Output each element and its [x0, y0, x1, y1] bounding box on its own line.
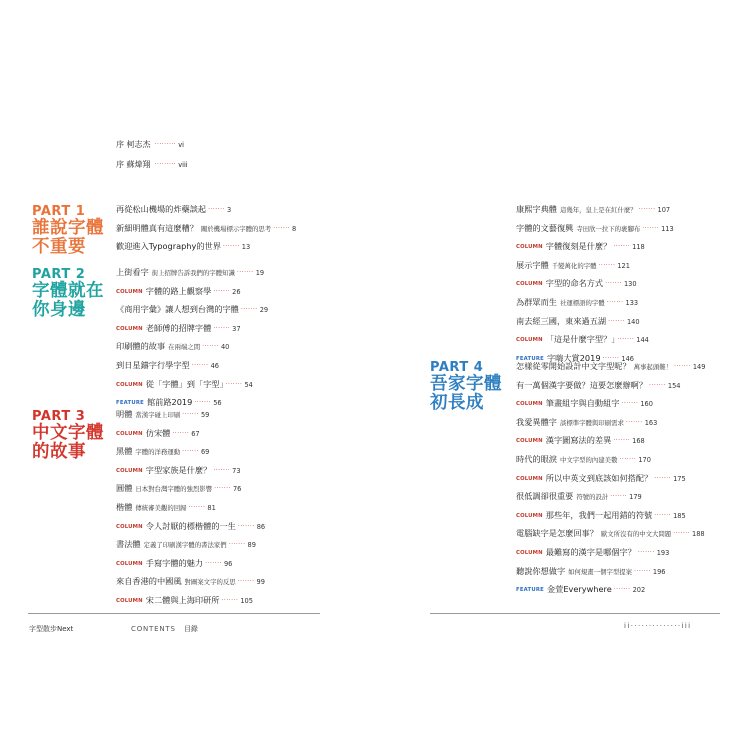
- toc-part-4: [516, 360, 705, 602]
- page-number: 86: [256, 522, 266, 531]
- dot-leader: ·······: [610, 493, 628, 501]
- toc-entry: [116, 203, 296, 222]
- entry-subtitle: 歐文所沒有的中文大問題: [600, 530, 672, 539]
- entry-title: 南去經三國，東來過五湖: [516, 315, 607, 326]
- page-number: 160: [640, 400, 653, 409]
- page-number: 26: [232, 287, 241, 296]
- column-tag: COLUMN: [516, 512, 543, 519]
- column-tag: COLUMN: [516, 549, 543, 556]
- entry-subtitle: 定義了印刷漢字體的書法家們: [143, 541, 227, 550]
- page-number: 67: [191, 429, 200, 438]
- toc-entry: [116, 340, 268, 359]
- part-heading-line: 吾家字體: [430, 374, 502, 395]
- page-number: 46: [210, 361, 219, 370]
- dot-leader: ·······: [642, 224, 660, 232]
- entry-title: 歡迎進入Typography的世界: [116, 241, 221, 252]
- part-4-title: [430, 361, 502, 413]
- column-tag: COLUMN: [516, 281, 543, 288]
- entry-subtitle: 對圖案文字的反思: [184, 578, 236, 587]
- page-number: 154: [667, 381, 681, 390]
- entry-subtitle: 街上招牌告訴我們的字體知識: [151, 269, 235, 277]
- page-number: 81: [207, 503, 216, 512]
- dot-leader: ·······: [608, 317, 625, 325]
- entry-title: 手寫字體的魅力: [145, 557, 204, 568]
- entry-subtitle: 當漢字碰上印刷: [135, 411, 181, 419]
- entry-title: 所以中英文到底該如何搭配？: [545, 472, 653, 483]
- dot-leader: ·······: [673, 363, 691, 370]
- dot-leader: ·······: [606, 298, 624, 306]
- toc-entry: [116, 222, 296, 241]
- feature-tag: FEATURE: [116, 400, 144, 407]
- entry-title: 楷體: [116, 501, 133, 512]
- page-number: 59: [200, 411, 210, 419]
- dot-leader: ·······: [654, 474, 672, 482]
- part-number: PART 1: [32, 204, 86, 219]
- entry-title: 電腦缺字是怎麼回事？: [516, 528, 598, 539]
- page-number-left: ii: [624, 622, 631, 630]
- page-number-right: iii: [681, 622, 692, 630]
- part-number: PART 4: [430, 360, 484, 375]
- toc-entry: [516, 315, 674, 334]
- toc-entry: [516, 379, 705, 398]
- entry-title: 為群眾而生: [516, 296, 557, 307]
- toc-entry: [516, 240, 674, 259]
- dot-leader: ·······: [191, 361, 209, 369]
- dot-leader: ·······: [621, 400, 639, 408]
- toc-entry: [516, 277, 674, 296]
- page-number: 89: [247, 541, 256, 550]
- dot-leader: ·········: [154, 161, 177, 168]
- footer-rule-right: [430, 613, 720, 614]
- dot-leader: ·······: [237, 522, 255, 530]
- toc-entry: [116, 285, 268, 304]
- page-number: 175: [673, 474, 686, 483]
- entry-title: 字嗨大賞2019: [546, 352, 601, 363]
- entry-subtitle: 如何規畫一個字型提案: [568, 567, 633, 576]
- page-number: 56: [213, 399, 222, 408]
- dot-leader: ·······: [637, 548, 655, 556]
- toc-part-1: [116, 203, 296, 259]
- entry-subtitle: 日本對台灣字體的強烈影響: [135, 485, 213, 494]
- toc-entry: [516, 472, 705, 491]
- toc-entry: [116, 427, 265, 446]
- dot-leader: ·······: [205, 559, 222, 567]
- toc-entry: [516, 203, 674, 222]
- column-tag: COLUMN: [116, 467, 143, 474]
- toc-entry: [516, 565, 705, 584]
- column-tag: COLUMN: [116, 288, 143, 295]
- page-number: 130: [623, 280, 637, 289]
- entry-title: 老師傅的招牌字體: [145, 322, 212, 333]
- page-number: 29: [259, 306, 269, 315]
- toc-entry: [516, 453, 705, 472]
- footer-dot-leader: ··············: [630, 622, 682, 630]
- part-heading-line: 字體就在: [32, 281, 104, 302]
- page-number: 196: [652, 567, 666, 576]
- page-number: 3: [226, 206, 232, 214]
- toc-entry: [116, 303, 268, 322]
- column-tag: COLUMN: [516, 401, 543, 408]
- preface-label: 序 蘇煒翔: [116, 160, 151, 169]
- dot-leader: ·······: [214, 485, 231, 493]
- part-heading-line: 的故事: [32, 441, 86, 462]
- entry-title: 有一萬個漢字要做？這要怎麼辦啊？: [516, 379, 648, 390]
- toc-entry: [116, 557, 265, 576]
- page-number: 140: [626, 317, 640, 326]
- entry-title: 明體: [116, 409, 133, 419]
- page-number: 107: [657, 206, 671, 214]
- page-number: 37: [232, 324, 241, 333]
- toc-entry: [516, 416, 705, 435]
- entry-title: 展示字體: [516, 259, 549, 270]
- entry-subtitle: 萬事起頭難！: [633, 363, 672, 371]
- page-number: 105: [240, 596, 253, 605]
- entry-title: 字型的命名方式: [545, 278, 604, 289]
- toc-entry: [516, 583, 705, 602]
- dot-leader: ·······: [240, 306, 258, 314]
- toc-entry: [116, 482, 265, 501]
- toc-entry: [116, 359, 268, 378]
- column-tag: COLUMN: [116, 597, 143, 604]
- page-number: 99: [256, 578, 265, 587]
- dot-leader: ·······: [225, 380, 243, 388]
- dot-leader: ·······: [213, 287, 231, 295]
- entry-title: 聽說你想做字: [516, 565, 566, 576]
- entry-title: 館前路2019: [146, 397, 193, 408]
- feature-tag: FEATURE: [516, 355, 544, 362]
- column-tag: COLUMN: [116, 523, 143, 530]
- entry-title: 再從松山機場的炸藥談起: [116, 204, 207, 214]
- entry-title: 那些年，我們一起用錯的符號: [545, 509, 653, 520]
- page-number: 113: [661, 224, 674, 233]
- entry-title: 「這是什麼字型？」: [545, 334, 616, 345]
- entry-title: 令人討厭的標楷體的一生: [145, 520, 236, 531]
- entry-subtitle: 寺田欣一拉下的裹腳布: [576, 224, 641, 233]
- toc-entry: [516, 546, 705, 565]
- part-heading-line: 中文字體: [32, 423, 104, 444]
- entry-title: 印刷體的故事: [116, 341, 166, 352]
- page-number: 40: [220, 343, 230, 352]
- right-page: [375, 0, 750, 750]
- entry-title: 新細明體真有這麼糟？: [116, 222, 198, 233]
- part-number: PART 2: [32, 267, 86, 282]
- dot-leader: ·······: [613, 586, 631, 594]
- entry-title: 宋二體與上海印研所: [145, 594, 220, 605]
- entry-title: 很低調卻很重要: [516, 491, 574, 502]
- column-tag: COLUMN: [116, 560, 143, 567]
- dot-leader: ·······: [213, 466, 231, 474]
- dot-leader: ·······: [182, 411, 199, 418]
- entry-subtitle: 千變萬化的字體: [551, 261, 597, 270]
- toc-entry: [116, 240, 296, 259]
- dot-leader: ·······: [625, 418, 643, 426]
- dot-leader: ·······: [673, 530, 691, 538]
- dot-leader: ·······: [638, 206, 656, 213]
- column-tag: COLUMN: [516, 337, 543, 344]
- dot-leader: ·······: [634, 567, 651, 575]
- dot-leader: ·······: [649, 381, 666, 389]
- toc-part-3: [116, 408, 265, 613]
- dot-leader: ·······: [182, 448, 199, 456]
- column-tag: COLUMN: [116, 381, 143, 388]
- dot-leader: ·········: [154, 141, 177, 148]
- page-number: 76: [232, 485, 242, 494]
- entry-title: 仿宋體: [145, 427, 171, 438]
- dot-leader: ·······: [617, 336, 635, 344]
- entry-subtitle: 談標準字體與印刷需求: [559, 418, 624, 427]
- page-number: 179: [629, 493, 642, 502]
- entry-title: 字型家族是什麼？: [145, 464, 212, 475]
- entry-title: 康熙字典體: [516, 204, 557, 214]
- entry-subtitle: 在兩端之間: [168, 343, 201, 352]
- entry-title: 筆畫組字與自動組字: [545, 398, 620, 409]
- toc-entry: [516, 360, 705, 379]
- toc-entry: [116, 464, 265, 483]
- feature-tag: FEATURE: [516, 587, 544, 594]
- page-number: 54: [244, 380, 253, 389]
- dot-leader: ·······: [194, 399, 212, 407]
- contents-zh: 目錄: [183, 625, 198, 633]
- page-number: 202: [632, 586, 646, 595]
- entry-title: 來自香港的中國風: [116, 576, 182, 587]
- page-number: 149: [692, 363, 706, 371]
- preface-label: 序 柯志杰: [116, 140, 151, 149]
- entry-subtitle: 符號的設計: [576, 493, 609, 502]
- toc-entry: [516, 527, 705, 546]
- footer-rule-left: [28, 613, 320, 614]
- page-number: 146: [621, 354, 634, 363]
- dot-leader: ·······: [221, 596, 239, 604]
- toc-entry: [116, 520, 265, 539]
- entry-title: 字體的文藝復興: [516, 222, 574, 233]
- page-number: 69: [200, 448, 210, 457]
- footer-page-numbers: [624, 622, 692, 630]
- toc-entry: [516, 333, 674, 352]
- part-1-title: [32, 205, 104, 257]
- contents-en: CONTENTS: [131, 625, 176, 633]
- entry-subtitle: 中文字型的內建美數: [559, 455, 618, 464]
- entry-subtitle: 這幾年，皇上是在紅什麼？: [559, 206, 637, 214]
- page-number: 19: [255, 269, 265, 277]
- column-tag: COLUMN: [516, 475, 543, 482]
- footer-book-title: 字型散步Next: [29, 625, 74, 633]
- dot-leader: ·······: [654, 511, 672, 519]
- toc-entry: [116, 575, 265, 594]
- entry-title: 《商用字彙》讓人想到台灣的字體: [116, 304, 239, 315]
- footer-contents-label: [131, 624, 198, 634]
- entry-subtitle: 社運標語的字體: [559, 298, 605, 307]
- toc-entry: [516, 509, 705, 528]
- toc-part-3-continued: [516, 203, 674, 370]
- dot-leader: ·······: [613, 437, 631, 445]
- part-heading-line: 不重要: [32, 236, 86, 257]
- column-tag: COLUMN: [116, 430, 143, 437]
- toc-entry: [116, 378, 268, 397]
- dot-leader: ·······: [222, 243, 240, 251]
- dot-leader: ·······: [172, 429, 190, 437]
- entry-title: 金萱Everywhere: [546, 584, 612, 595]
- page-number: 121: [617, 261, 630, 270]
- dot-leader: ·······: [598, 261, 616, 269]
- toc-entry: [516, 490, 705, 509]
- page-number: 8: [292, 224, 297, 233]
- entry-title: 我愛異體字: [516, 416, 557, 427]
- page-number: 133: [625, 298, 639, 307]
- entry-title: 從「字體」到「字型」: [145, 378, 224, 389]
- dot-leader: ·······: [273, 224, 291, 232]
- dot-leader: ·······: [236, 269, 254, 276]
- preface-entry: [116, 139, 188, 159]
- dot-leader: ·······: [619, 455, 637, 463]
- column-tag: COLUMN: [516, 438, 543, 445]
- preface-list: [116, 139, 188, 179]
- toc-entry: [516, 397, 705, 416]
- entry-subtitle: 傳統審美觀的回歸: [135, 503, 187, 512]
- page-number: 118: [632, 243, 645, 252]
- toc-entry: [116, 408, 265, 427]
- entry-title: 上街看字: [116, 267, 149, 277]
- column-tag: COLUMN: [116, 325, 143, 332]
- page-number: 193: [656, 548, 670, 557]
- part-3-title: [32, 410, 104, 462]
- toc-entry: [516, 434, 705, 453]
- entry-subtitle: 關於機場標示字體的思考: [200, 224, 272, 233]
- entry-title: 最難寫的漢字是哪個字？: [545, 546, 636, 557]
- entry-title: 字體的路上觀察學: [145, 285, 212, 296]
- page-number: 144: [636, 336, 649, 345]
- toc-entry: [516, 296, 674, 315]
- entry-title: 怎樣從零開始設計中文字型呢？: [516, 361, 631, 371]
- dot-leader: ·······: [228, 541, 246, 549]
- page-number: 13: [241, 243, 251, 252]
- page-number: viii: [178, 161, 188, 169]
- dot-leader: ·······: [237, 578, 255, 586]
- part-number: PART 3: [32, 409, 86, 424]
- toc-entry: [116, 445, 265, 464]
- entry-title: 字體復刻是什麼？: [545, 241, 612, 252]
- dot-leader: ·······: [613, 243, 631, 251]
- toc-entry: [116, 501, 265, 520]
- entry-title: 黑體: [116, 446, 133, 457]
- part-2-title: [32, 268, 104, 320]
- page-number: 163: [644, 418, 658, 427]
- part-heading-line: 初長成: [430, 392, 484, 413]
- toc-entry: [516, 222, 674, 241]
- toc-entry: [116, 322, 268, 341]
- toc-entry: [516, 259, 674, 278]
- page-number: vi: [178, 141, 184, 149]
- part-heading-line: 你身邊: [32, 299, 86, 320]
- entry-subtitle: 字體的洋務運動: [135, 448, 181, 457]
- entry-title: 到日星鑄字行學字型: [116, 359, 190, 370]
- preface-entry: [116, 159, 188, 179]
- page-number: 73: [232, 466, 241, 475]
- page-number: 188: [692, 530, 705, 539]
- dot-leader: ·······: [605, 280, 622, 288]
- column-tag: COLUMN: [516, 244, 543, 251]
- entry-title: 時代的眼淚: [516, 453, 557, 464]
- toc-entry: [116, 266, 268, 285]
- page-number: 168: [632, 437, 645, 446]
- entry-title: 書法體: [116, 539, 141, 550]
- dot-leader: ·······: [602, 354, 620, 362]
- dot-leader: ·······: [208, 206, 225, 213]
- dot-leader: ·······: [188, 503, 206, 511]
- page-number: 185: [673, 511, 686, 520]
- entry-title: 漢字圖寫法的差異: [545, 435, 612, 446]
- toc-entry: [116, 594, 265, 613]
- dot-leader: ·······: [202, 343, 219, 351]
- toc-entry: [116, 538, 265, 557]
- dot-leader: ·······: [213, 324, 231, 332]
- page-number: 170: [638, 455, 651, 464]
- toc-part-2: [116, 266, 268, 415]
- entry-title: 圓體: [116, 483, 133, 494]
- page-number: 96: [223, 559, 233, 568]
- part-heading-line: 誰說字體: [32, 218, 104, 239]
